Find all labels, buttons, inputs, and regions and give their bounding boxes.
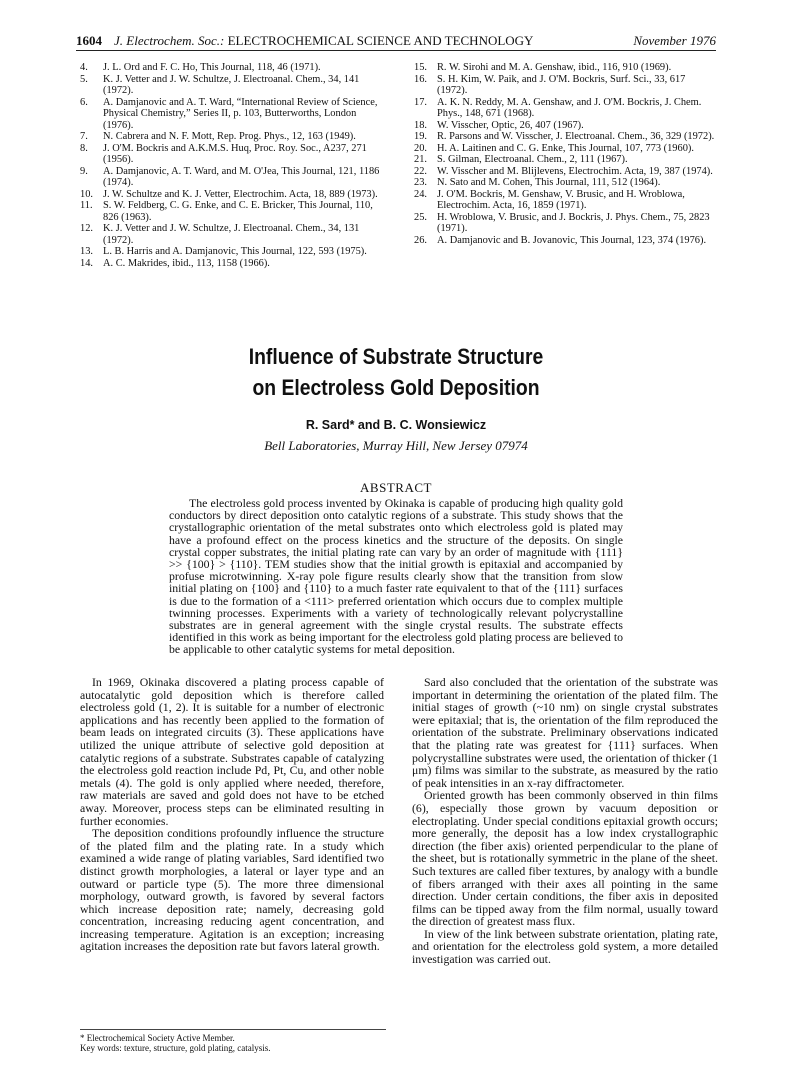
issue-date: November 1976 [633,33,716,48]
reference-text: J. W. Schultze and K. J. Vetter, Electrochim. Acta, 18, 889 (1973). [103,188,378,200]
reference-number: 25. [414,211,427,223]
reference-item [80,62,386,74]
reference-text: N. Cabrera and N. F. Mott, Rep. Prog. Phys., 12, 163 (1949). [103,131,356,142]
reference-item [414,62,716,74]
reference-number: 5. [80,73,88,85]
references-right-column [414,62,716,246]
reference-text: J. O'M. Bockris, M. Genshaw, V. Brusic, and H. Wroblowa, Electrochim. Acta, 16, 1859 (1971). [437,188,685,211]
reference-number: 19. [414,131,427,142]
reference-item [80,223,386,246]
title-line-1: Influence of Substrate Structure [248,344,544,369]
reference-text: L. B. Harris and A. Damjanovic, This Journal, 122, 593 (1975). [103,246,367,257]
reference-number: 23. [414,177,427,188]
reference-item [80,97,386,132]
article-title [138,341,654,403]
abstract-text: The electroless gold process invented by Okinaka is capable of producing high quality gold conductors by direct deposition onto catalytic regions of a substrate. This study shows that the crystallographic orientation of the metal substrates onto which electroless gold is plated may have a profound effect on the process kinetics and the structure of the deposits. On single crystal copper substrates, the initial plating rate can vary by an order of magnitude with {111} >> {100} > {110}. TEM studies show that the initial growth is epitaxial and accompanied by profuse microtwinning. X-ray pole figure results clearly show that the transition from slow initial plating on {100} and {110} to a much faster rate equivalent to that of the {111} surfaces is due to the formation of a <111> preferred orientation which occurs due to complex multiple twinning processes. Experiments with a variety of technologically relevant polycrystalline substrates are in general agreement with the single crystal results. The substrate effects identified in this work as being important for the electroless gold plating process are believed to be applicable to other catalytic systems for metal deposition. [169,496,623,657]
body-left-column [80,676,384,953]
reference-number: 14. [80,257,93,269]
reference-text: K. J. Vetter and J. W. Schultze, J. Electroanal. Chem., 34, 131 (1972). [103,223,360,246]
reference-text: S. W. Feldberg, C. G. Enke, and C. E. Bricker, This Journal, 110, 826 (1963). [103,200,373,223]
reference-text: A. Damjanovic and B. Jovanovic, This Journal, 123, 374 (1976). [437,234,707,246]
body-paragraph: Sard also concluded that the orientation of the substrate was important in determining the orientation of the plated film. The initial stages of growth (~10 nm) on single crystal substrates were epitaxial; that is, the orientation of the film reproduced the orientation of the substrate. Preliminary observations indicated that the plating rate was greatest for {111} surfaces. When polycrystalline substrates were used, the orientation of thicker (1 μm) films was similar to the substrate, as measured by the ratio of peak intensities in an x-ray diffractometer. [412,675,718,790]
reference-number: 9. [80,165,88,177]
reference-item [414,177,716,189]
journal-abbrev: J. Electrochem. Soc.: [114,33,225,48]
reference-text: A. K. N. Reddy, M. A. Genshaw, and J. O'M. Bockris, J. Chem. Phys., 148, 671 (1968). [437,96,702,119]
body-paragraph: In 1969, Okinaka discovered a plating process capable of autocatalytic gold deposition which is therefore called electroless gold (1, 2). It is suitable for a number of electronic applications and has recently been applied to the formation of beam leads on integrated circuits (3). These applications have utilized the unique attribute of selective gold deposition at catalytic regions of a substrate. Substrates capable of catalyzing the electroless gold reaction include Pd, Pt, Cu, and other noble metals (4). The gold is only applied where needed, therefore, raw materials are saved and gold does not have to be etched away. Moreover, process steps can be eliminated resulting in further economies. [80,675,384,828]
footnote-keywords: Key words: texture, structure, gold plating, catalysis. [80,1043,271,1053]
reference-number: 22. [414,165,427,177]
reference-text: H. Wroblowa, V. Brusic, and J. Bockris, J. Phys. Chem., 75, 2823 (1971). [437,211,710,234]
reference-number: 15. [414,62,427,73]
reference-number: 12. [80,223,93,234]
reference-item [80,131,386,143]
reference-number: 17. [414,96,427,108]
reference-text: H. A. Laitinen and C. G. Enke, This Journal, 107, 773 (1960). [437,142,694,154]
reference-item [80,166,386,189]
reference-text: R. Parsons and W. Visscher, J. Electroanal. Chem., 36, 329 (1972). [437,131,715,142]
page-number: 1604 [76,33,102,48]
reference-number: 10. [80,188,93,200]
reference-number: 4. [80,62,88,73]
running-title [114,32,533,50]
reference-text: W. Visscher, Optic, 26, 407 (1967). [437,119,584,131]
authors: R. Sard* and B. C. Wonsiewicz [305,418,487,432]
reference-text: K. J. Vetter and J. W. Schultze, J. Electroanal. Chem., 34, 141 (1972). [103,73,360,96]
reference-item [80,200,386,223]
reference-number: 8. [80,142,88,154]
journal-section: ELECTROCHEMICAL SCIENCE AND TECHNOLOGY [227,33,534,48]
reference-item [80,258,386,270]
footnote [80,1029,386,1053]
reference-item [414,120,716,132]
reference-text: R. W. Sirohi and M. A. Genshaw, ibid., 116, 910 (1969). [437,62,672,73]
reference-number: 13. [80,246,93,257]
reference-item [414,97,716,120]
running-header [76,32,716,51]
reference-number: 26. [414,234,427,246]
reference-item [80,74,386,97]
reference-item [414,166,716,178]
reference-text: A. Damjanovic and A. T. Ward, “International Review of Science, Physical Chemistry,” Series II, p. 103, Butterworths, London (1976). [103,96,378,131]
reference-text: N. Sato and M. Cohen, This Journal, 111, 512 (1964). [437,177,661,188]
reference-number: 18. [414,119,427,131]
reference-item [414,74,716,97]
reference-number: 6. [80,96,88,108]
reference-text: W. Visscher and M. Blijlevens, Electrochim. Acta, 19, 387 (1974). [437,165,713,177]
affiliation: Bell Laboratories, Murray Hill, New Jersey 07974 [264,438,528,453]
reference-item [414,143,716,155]
reference-number: 20. [414,142,427,154]
reference-number: 7. [80,131,88,142]
reference-item [414,154,716,166]
reference-text: A. Damjanovic, A. T. Ward, and M. O'Jea, This Journal, 121, 1186 (1974). [103,165,380,188]
reference-number: 16. [414,73,427,85]
reference-number: 11. [80,200,93,211]
body-right-column [412,676,718,966]
reference-text: J. O'M. Bockris and A.K.M.S. Huq, Proc. Roy. Soc., A237, 271 (1956). [103,142,367,165]
reference-number: 24. [414,188,427,200]
reference-item [414,212,716,235]
body-paragraph: In view of the link between substrate orientation, plating rate, and orientation for the electroless gold system, a more detailed investigation was carried out. [412,926,718,967]
footnote-membership: * Electrochemical Society Active Member. [80,1033,235,1043]
reference-item [80,189,386,201]
body-paragraph: Oriented growth has been commonly observed in thin films (6), especially those grown by vacuum deposition or electroplating. Under special conditions epitaxial growth occurs; more generally, the deposit has a low index crystallographic direction (the fiber axis) oriented perpendicular to the plane of the sheet, but is rotationally symmetric in the plane of the sheet. Such textures are called fiber textures, by analogy with a bundle of fibers arranged with their axes all pointing in the same direction. Under certain conditions, the fiber axis in deposited films can be tipped away from the film normal, usually toward the direction of greatest mass flux. [412,788,718,929]
reference-item [80,246,386,258]
reference-number: 21. [414,154,427,165]
abstract-heading: ABSTRACT [360,480,432,495]
reference-item [414,189,716,212]
reference-text: S. H. Kim, W. Paik, and J. O'M. Bockris, Surf. Sci., 33, 617 (1972). [437,73,686,96]
reference-item [414,131,716,143]
references-left-column [80,62,386,269]
reference-item [414,235,716,247]
reference-item [80,143,386,166]
reference-text: A. C. Makrides, ibid., 113, 1158 (1966). [103,257,270,269]
body-paragraph: The deposition conditions profoundly influence the structure of the plated film and the plating rate. In a study which examined a wide range of plating variables, Sard identified two distinct growth morphologies, a lateral or layer type and an outward or particle type (5). The more three dimensional morphology, outward growth, is favored by several factors which increase deposition rate; namely, decreasing gold concentration, increasing reducing agent concentration, and increasing temperature. Agitation is an exception; increasing agitation increases the deposition rate but favors lateral growth. [80,826,384,954]
reference-text: S. Gilman, Electroanal. Chem., 2, 111 (1967). [437,154,628,165]
title-line-2: on Electroless Gold Deposition [252,375,540,400]
reference-text: J. L. Ord and F. C. Ho, This Journal, 118, 46 (1971). [103,62,321,73]
